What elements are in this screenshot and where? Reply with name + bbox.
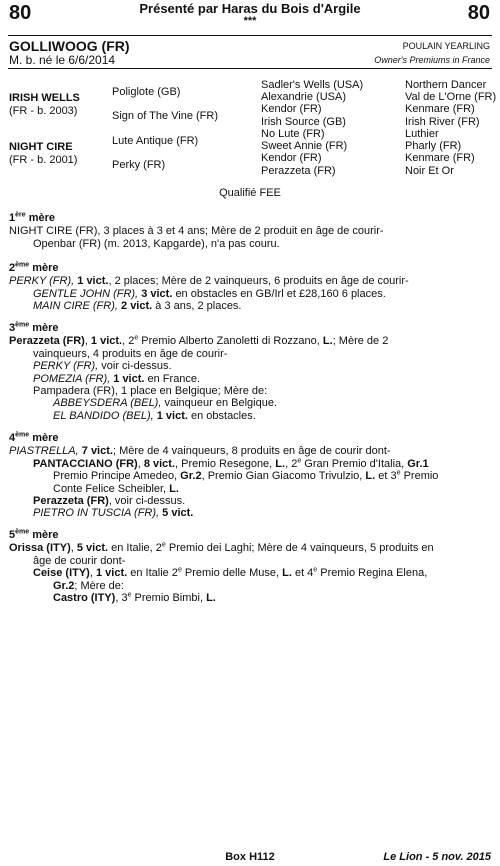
- section-line: GENTLE JOHN (FR), 3 vict. en obstacles en GB/Irl et £28,160 6 places.: [33, 287, 386, 300]
- sire-info: (FR - b. 2003): [9, 105, 78, 117]
- gen4-item: Northern Dancer: [405, 79, 487, 91]
- section-line: Perazzeta (FR), 1 vict., 2e Premio Alberto Zanoletti di Rozzano, L.; Mère de 2: [9, 334, 389, 348]
- section-title: 4ème mère: [9, 431, 59, 444]
- lot-number-left: 80: [9, 2, 32, 24]
- consignor-title: Présenté par Haras du Bois d'Argile: [139, 1, 361, 16]
- section-line: Pampadera (FR), 1 place en Belgique; Mère de:: [33, 385, 268, 398]
- gen3-item: Kendor (FR): [261, 152, 322, 164]
- grandsire-maternal: Lute Antique (FR): [112, 135, 199, 147]
- gen3-item: Sadler's Wells (USA): [261, 79, 364, 91]
- section-line: PIETRO IN TUSCIA (FR), 5 vict.: [33, 507, 194, 520]
- section-line: Orissa (ITY), 5 vict. en Italie, 2e Premio dei Laghi; Mère de 4 vainqueurs, 5 produits en: [9, 541, 434, 555]
- box-number: Box H112: [225, 851, 275, 863]
- section-line: Conte Felice Scheibler, L.: [53, 482, 179, 495]
- section-line: vainqueurs, 4 produits en âge de courir-: [33, 347, 228, 360]
- gen4-item: Val de L'Orne (FR): [405, 91, 497, 103]
- section-line: ABBEYSDERA (BEL), vainqueur en Belgique.: [53, 397, 277, 410]
- section-line: Castro (ITY), 3e Premio Bimbi, L.: [53, 591, 216, 605]
- granddam-paternal: Sign of The Vine (FR): [112, 110, 218, 122]
- section-title: 2ème mère: [9, 261, 59, 274]
- gen3-item: No Lute (FR): [261, 128, 325, 140]
- horse-category: POULAIN YEARLING: [402, 41, 490, 51]
- sire-name: IRISH WELLS: [9, 92, 80, 104]
- qualification-note: Qualifié FEE: [219, 187, 281, 199]
- fifth-dam-section: [9, 529, 489, 604]
- section-line: PIASTRELLA, 7 vict.; Mère de 4 vainqueurs, 8 produits en âge de courir dont-: [9, 445, 391, 458]
- section-line: PANTACCIANO (FR), 8 vict., Premio Resegone, L., 2e Gran Premio d'Italia, Gr.1: [33, 457, 429, 470]
- first-dam-section: [9, 212, 489, 250]
- gen3-item: Alexandrie (USA): [261, 91, 346, 103]
- section-line: Openbar (FR) (m. 2013, Kapgarde), n'a pas couru.: [33, 237, 280, 250]
- third-dam-section: [9, 322, 489, 422]
- gen4-item: Kenmare (FR): [405, 152, 475, 164]
- gen4-item: Irish River (FR): [405, 116, 480, 128]
- lot-number-right: 80: [467, 2, 490, 24]
- section-line: PERKY (FR), voir ci-dessus.: [33, 360, 172, 373]
- section-line: Ceise (ITY), 1 vict. en Italie 2e Premio delle Muse, L. et 4e Premio Regina Elena,: [33, 566, 428, 580]
- fourth-dam-section: [9, 432, 489, 520]
- dam-info: (FR - b. 2001): [9, 154, 78, 166]
- gen3-item: Irish Source (GB): [261, 116, 346, 128]
- gen3-item: Sweet Annie (FR): [261, 140, 348, 152]
- consignor-stars: ***: [243, 15, 257, 27]
- dam-name: NIGHT CIRE: [9, 141, 73, 153]
- section-title: 5ème mère: [9, 528, 59, 541]
- header-divider: [8, 35, 492, 36]
- grandsire-paternal: Poliglote (GB): [112, 86, 181, 98]
- section-line: Gr.2; Mère de:: [53, 579, 124, 592]
- granddam-maternal: Perky (FR): [112, 159, 166, 171]
- section-title: 1ère mère: [9, 211, 55, 224]
- gen4-item: Pharly (FR): [405, 140, 462, 152]
- section-line: EL BANDIDO (BEL), 1 vict. en obstacles.: [53, 409, 256, 422]
- owner-premium: Owner's Premiums in France: [374, 55, 490, 65]
- section-line: POMEZIA (FR), 1 vict. en France.: [33, 372, 201, 385]
- second-dam-section: [9, 262, 489, 313]
- section-line: âge de courir dont-: [33, 554, 126, 567]
- gen3-item: Kendor (FR): [261, 103, 322, 115]
- horse-details: M. b. né le 6/6/2014: [9, 53, 116, 67]
- section-title: 3ème mère: [9, 321, 59, 334]
- section-line: Perazzeta (FR), voir ci-dessus.: [33, 495, 186, 508]
- section-line: MAIN CIRE (FR), 2 vict. à 3 ans, 2 places.: [33, 300, 242, 313]
- identity-divider: [8, 68, 492, 69]
- section-line: Premio Principe Amedeo, Gr.2, Premio Gian Giacomo Trivulzio, L. et 3e Premio: [53, 469, 439, 483]
- gen4-item: Luthier: [405, 128, 439, 140]
- section-line: PERKY (FR), 1 vict., 2 places; Mère de 2 vainqueurs, 6 produits en âge de courir-: [9, 275, 409, 288]
- gen3-item: Perazzeta (FR): [261, 165, 336, 177]
- horse-name: GOLLIWOOG (FR): [9, 38, 130, 54]
- section-line: NIGHT CIRE (FR), 3 places à 3 et 4 ans; Mère de 2 produit en âge de courir-: [9, 225, 384, 238]
- sale-info: Le Lion - 5 nov. 2015: [383, 851, 491, 863]
- gen4-item: Noir Et Or: [405, 165, 454, 177]
- gen4-item: Kenmare (FR): [405, 103, 475, 115]
